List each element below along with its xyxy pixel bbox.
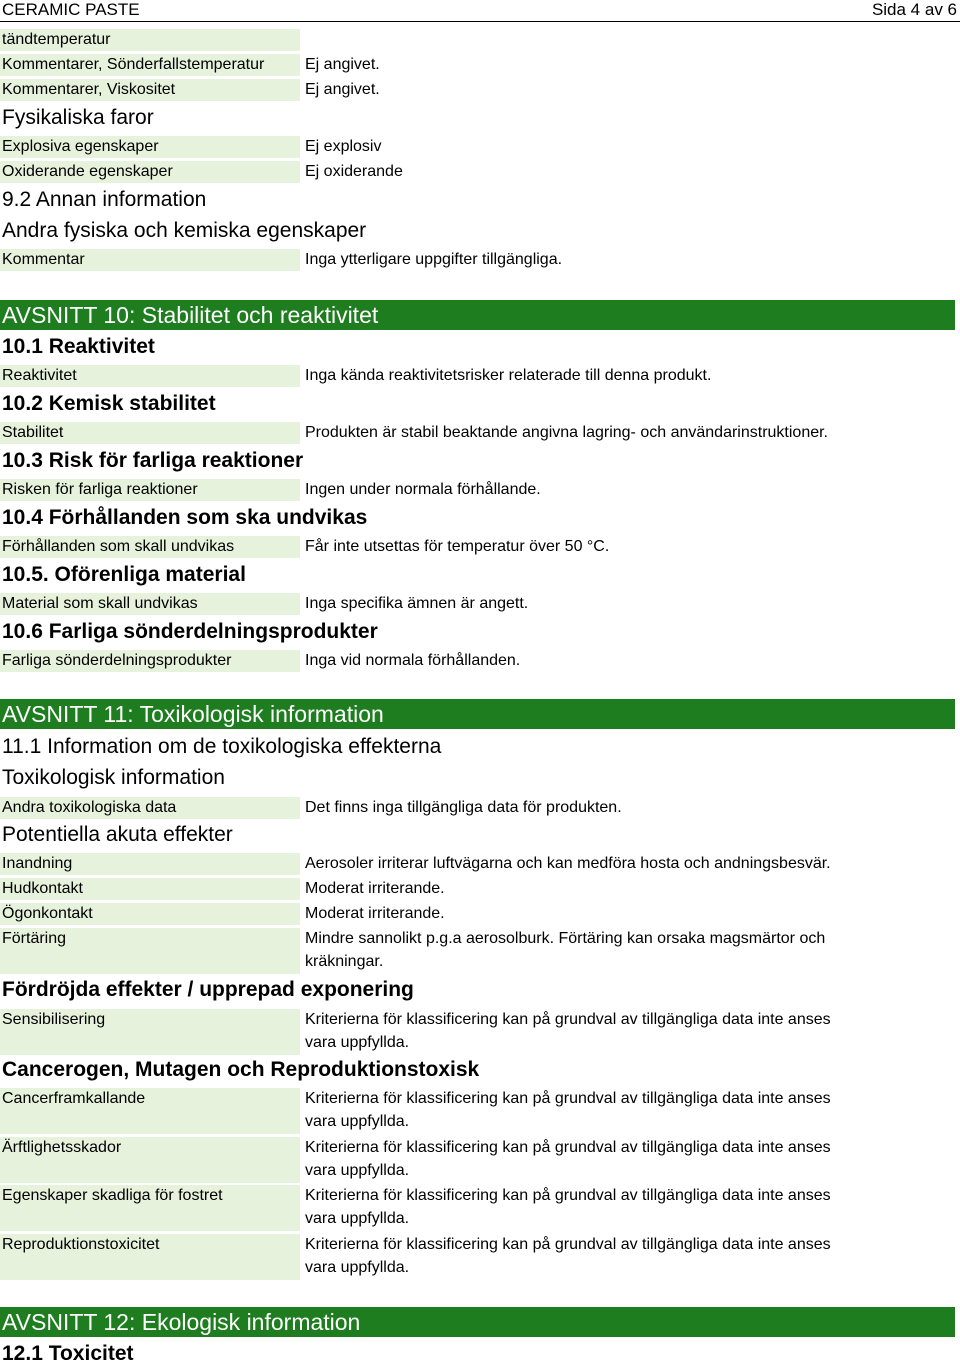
- value-forhallanden: Får inte utsettas för temperatur över 50 °C.: [305, 538, 610, 555]
- label-viskositet: Kommentarer, Viskositet: [0, 79, 300, 101]
- value-stabilitet: Produkten är stabil beaktande angivna lagring- och användarinstruktioner.: [305, 424, 828, 441]
- value-andra-tox: Det finns inga tillgängliga data för produkten.: [305, 799, 622, 816]
- value-reproduktionstoxicitet-cont: vara uppfyllda.: [305, 1259, 410, 1276]
- label-explosiva: Explosiva egenskaper: [0, 136, 300, 158]
- label-forhallanden: Förhållanden som skall undvikas: [0, 536, 300, 558]
- value-explosiva: Ej explosiv: [305, 138, 382, 155]
- label-reproduktionstoxicitet: Reproduktionstoxicitet: [0, 1234, 300, 1280]
- heading-10-5: 10.5. Oförenliga material: [2, 563, 246, 586]
- label-tandtemperatur: tändtemperatur: [0, 29, 300, 51]
- label-cancerframkallande: Cancerframkallande: [0, 1088, 300, 1134]
- label-sonderdelning: Farliga sönderdelningsprodukter: [0, 650, 300, 672]
- label-sensibilisering: Sensibilisering: [0, 1009, 300, 1055]
- label-fortaring: Förtäring: [0, 928, 300, 974]
- value-risk-reaktioner: Ingen under normala förhållande.: [305, 481, 541, 498]
- value-hudkontakt: Moderat irriterande.: [305, 880, 445, 897]
- page-indicator: Sida 4 av 6: [871, 0, 957, 19]
- label-sonderfallstemperatur: Kommentarer, Sönderfallstemperatur: [0, 54, 300, 76]
- heading-10-1: 10.1 Reaktivitet: [2, 335, 155, 358]
- section-11-banner: AVSNITT 11: Toxikologisk information: [0, 699, 955, 729]
- value-fortaring: Mindre sannolikt p.g.a aerosolburk. Förtäring kan orsaka magsmärtor och: [305, 930, 826, 947]
- heading-11-1: 11.1 Information om de toxikologiska effekterna: [2, 735, 442, 758]
- heading-10-6: 10.6 Farliga sönderdelningsprodukter: [2, 620, 378, 643]
- value-material: Inga specifika ämnen är angett.: [305, 595, 529, 612]
- heading-toxikologisk: Toxikologisk information: [2, 766, 225, 789]
- value-oxiderande: Ej oxiderande: [305, 163, 403, 180]
- section-12-banner: AVSNITT 12: Ekologisk information: [0, 1307, 955, 1337]
- label-stabilitet: Stabilitet: [0, 422, 300, 444]
- heading-9-2: 9.2 Annan information: [2, 188, 207, 211]
- value-fostret-cont: vara uppfyllda.: [305, 1210, 410, 1227]
- label-andra-tox: Andra toxikologiska data: [0, 797, 300, 819]
- value-reaktivitet: Inga kända reaktivitetsrisker relaterade till denna produkt.: [305, 367, 712, 384]
- label-material: Material som skall undvikas: [0, 593, 300, 615]
- label-risk-reaktioner: Risken för farliga reaktioner: [0, 479, 300, 501]
- heading-12-1: 12.1 Toxicitet: [2, 1342, 134, 1365]
- label-hudkontakt: Hudkontakt: [0, 878, 300, 900]
- value-kommentar: Inga ytterligare uppgifter tillgängliga.: [305, 251, 563, 268]
- value-fostret: Kriterierna för klassificering kan på grundval av tillgängliga data inte anses: [305, 1187, 831, 1204]
- label-kommentar: Kommentar: [0, 249, 300, 271]
- label-reaktivitet: Reaktivitet: [0, 365, 300, 387]
- heading-fysikaliska-faror: Fysikaliska faror: [2, 106, 154, 129]
- heading-akuta: Potentiella akuta effekter: [2, 823, 233, 846]
- value-viskositet: Ej angivet.: [305, 81, 380, 98]
- value-cancerframkallande-cont: vara uppfyllda.: [305, 1113, 410, 1130]
- value-sonderfallstemperatur: Ej angivet.: [305, 56, 380, 73]
- section-10-banner: AVSNITT 10: Stabilitet och reaktivitet: [0, 300, 955, 330]
- value-sensibilisering-cont: vara uppfyllda.: [305, 1034, 410, 1051]
- value-fortaring-cont: kräkningar.: [305, 953, 384, 970]
- heading-10-3: 10.3 Risk för farliga reaktioner: [2, 449, 304, 472]
- heading-10-4: 10.4 Förhållanden som ska undvikas: [2, 506, 368, 529]
- value-ogonkontakt: Moderat irriterande.: [305, 905, 445, 922]
- label-arftlighetsskador: Ärftlighetsskador: [0, 1137, 300, 1183]
- value-cancerframkallande: Kriterierna för klassificering kan på grundval av tillgängliga data inte anses: [305, 1090, 831, 1107]
- heading-fordrojda: Fördröjda effekter / upprepad exponering: [2, 978, 414, 1001]
- heading-andra-egenskaper: Andra fysiska och kemiska egenskaper: [2, 219, 367, 242]
- value-arftlighetsskador-cont: vara uppfyllda.: [305, 1162, 410, 1179]
- value-inandning: Aerosoler irriterar luftvägarna och kan medföra hosta och andningsbesvär.: [305, 855, 831, 872]
- value-arftlighetsskador: Kriterierna för klassificering kan på grundval av tillgängliga data inte anses: [305, 1139, 831, 1156]
- header-divider: [0, 21, 960, 22]
- heading-10-2: 10.2 Kemisk stabilitet: [2, 392, 216, 415]
- label-fostret: Egenskaper skadliga för fostret: [0, 1185, 300, 1231]
- document-title: CERAMIC PASTE: [2, 0, 140, 19]
- heading-cmr: Cancerogen, Mutagen och Reproduktionstoxisk: [2, 1058, 480, 1081]
- label-ogonkontakt: Ögonkontakt: [0, 903, 300, 925]
- value-reproduktionstoxicitet: Kriterierna för klassificering kan på grundval av tillgängliga data inte anses: [305, 1236, 831, 1253]
- label-inandning: Inandning: [0, 853, 300, 875]
- label-oxiderande: Oxiderande egenskaper: [0, 161, 300, 183]
- value-sensibilisering: Kriterierna för klassificering kan på grundval av tillgängliga data inte anses: [305, 1011, 831, 1028]
- value-sonderdelning: Inga vid normala förhållanden.: [305, 652, 521, 669]
